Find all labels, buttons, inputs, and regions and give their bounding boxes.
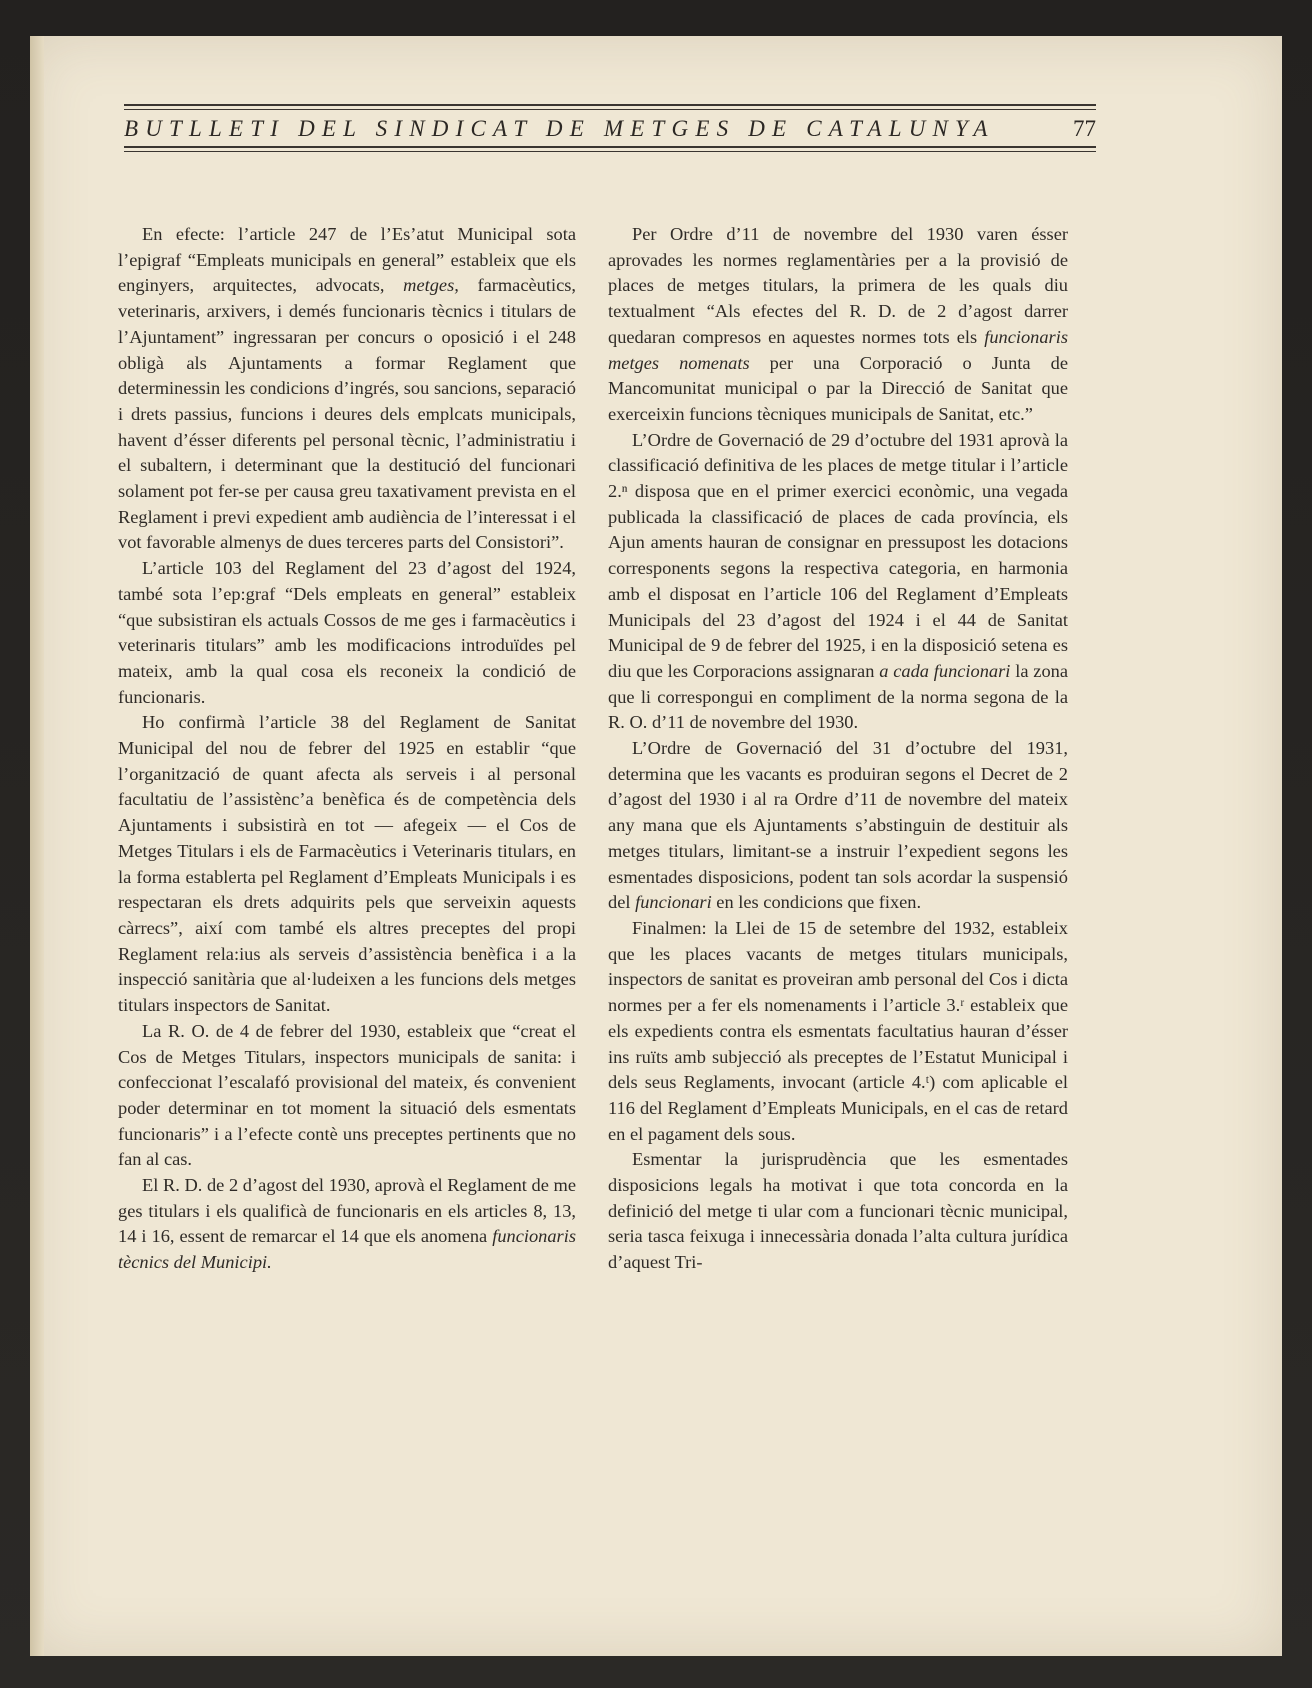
page-gutter [30,36,44,1656]
text-segment: la zona que li correspongui en compliment de la norma segona de la R. O. d’11 de novembre del 1930. [608,660,1069,733]
header-bottom-rule-thin [124,151,1096,152]
italic-text-segment: funcionaris metges nomenats [608,326,1068,373]
paragraph [608,222,1068,428]
text-segment: L’article 103 del Reglament del 23 d’agost del 1924, també sota l’ep:graf “Dels empleats en general” estableix “que subsistiran els actuals Cossos de me ges i farmacèutics i veterinaris titulars” amb les modificacions introduïdes pel mateix, amb la qual cosa els reconeix la condició de funcionaris. [118,558,576,707]
paragraph [608,736,1068,916]
left-text-column [118,222,576,1276]
text-segment: en les condicions que fixen. [711,892,922,913]
paragraph [608,428,1068,736]
italic-text-segment: funcionaris tècnics del Municipi. [118,1226,576,1273]
text-segment: La R. O. de 4 de febrer del 1930, estableix que “creat el Cos de Metges Titulars, inspectors municipals de sanita: i confeccionat l’escalafó provisional del mateix, és convenient poder determinar en tot moment la situació dels esmentats funcionaris” i a l’efecte contè uns preceptes pertinents que no fan al cas. [118,1020,576,1170]
text-segment: per una Corporació o Junta de Mancomunitat municipal o par la Direcció de Sanitat que exerceixin funcions tècniques municipals de Sanitat, etc.” [608,352,1068,424]
paragraph [118,556,576,710]
header-top-rule [124,104,1096,106]
text-segment: En efecte: l’article 247 de l’Es’atut Municipal sota l’epigraf “Empleats municipals en general” estableix que els enginyers, arquitectes, advocats, [118,224,576,296]
right-text-column [608,222,1068,1276]
text-segment: Finalmen: la Llei de 15 de setembre del 1932, estableix que les places vacants de metges titulars municipals, inspectors de sanitat es proveiran amb personal del Cos i dicta normes per a fer els nomenaments i l’article 3.ʳ estableix que els expedients contra els esmentats facultatius hauran d’ésser ins ruïts amb subjecció als preceptes de l’Estatut Municipal i dels seus Reglaments, invocant (article 4.ᵗ) com aplicable el 116 del Reglament d’Empleats Municipals, en el cas de retard en el pagament dels sous. [608,917,1068,1144]
italic-text-segment: a cada funcionari [879,660,1011,681]
text-segment: L’Ordre de Governació de 29 d’octubre del 1931 aprovà la classificació definitiva de les places de metge titular i l’article 2.ⁿ disposa que en el primer exercici econòmic, una vegada publicada la classificació de places de cada província, els Ajun aments hauran de consignar en pressupost les dotacions corresponents segons la respectiva categoria, en harmonia amb el disposat en l’article 106 del Reglament d’Empleats Municipals del 23 d’agost del 1924 i el 44 de Sanitat Municipal de 9 de febrer del 1925, i en la disposició setena es diu que les Corporacions assignaran [608,429,1068,681]
text-segment: Esmentar la jurisprudència que les esmentades disposicions legals ha motivat i que tota concorda en la definició del metge ti ular com a funcionari tècnic municipal, seria tasca feixuga i innecessària donada l’alta cultura jurídica d’aquest Tri- [608,1149,1068,1273]
paragraph [118,710,576,1018]
paragraph [608,916,1068,1147]
text-segment: Ho confirmà l’article 38 del Reglament de Sanitat Municipal del nou de febrer del 1925 en establir “que l’organització de quant afecta als serveis i al personal facultatiu de l’assistènc’a benèfica és de competència dels Ajuntaments i subsistirà en tot — afegeix — el Cos de Metges Titulars i els de Farmacèutics i Veterinaris titulars, en la forma establerta pel Reglament d’Empleats Municipals i es respectaran els drets adquirits pels que serveixin aquests càrrecs”, així com també els altres preceptes del propi Reglament rela:ius als serveis d’assistència benèfica i a la inspecció sanitària que al·ludeixen a les funcions dels metges titulars inspectors de Sanitat. [118,712,576,1016]
paragraph [118,1173,576,1276]
italic-text-segment: funcionari [635,892,712,913]
text-segment: L’Ordre de Governació del 31 d’octubre del 1931, determina que les vacants es produiran segons el Decret de 2 d’agost del 1930 i al ra Ordre d’11 de novembre del mateix any mana que els Ajuntaments s’abstinguin de destituir als metges titulars, limitant-se a instruir l’expedient segons les esmentades disposicions, podent tan sols acordar la suspensió del [608,738,1068,913]
text-segment: Per Ordre d’11 de novembre del 1930 varen ésser aprovades les normes reglamentàries per a la provisió de places de metges titulars, la primera de les quals diu textualment “Als efectes del R. D. de 2 d’agost darrer quedaran compresos en aquestes normes tots els [608,224,1068,347]
header-bottom-rule [124,146,1096,148]
paragraph [608,1147,1068,1276]
header-row [124,110,1096,146]
text-segment: El R. D. de 2 d’agost del 1930, aprovà el Reglament de me ges titulars i els qualificà de funcionaris en els articles 8, 13, 14 i 16, essent de remarcar el 14 que els anomena [118,1175,576,1247]
paragraph [118,1019,576,1173]
text-segment: farmacèutics, veterinaris, arxivers, i demés funcionaris tècnics i titulars de l’Ajuntament” ingressaran per concurs o oposició i el 248 obligà als Ajuntaments a formar Reglament que determinessin les condicions d’ingrés, sou sancions, separació i drets passius, funcions i deures dels emplcats municipals, havent d’ésser diferents pel personal tècnic, l’administratiu i el subaltern, i determinant que la destitució del funcionari solament pot fer-se per causa greu taxativament prevista en el Reglament i previ expedient amb audiència de l’interessat i el vot favorable almenys de dues terceres parts del Consistori”. [118,275,577,553]
page-number: 77 [1073,116,1096,141]
journal-title: BUTLLETI DEL SINDICAT DE METGES DE CATALUNYA [124,116,995,141]
paragraph [118,222,576,556]
italic-text-segment: metges, [403,275,459,296]
running-header [124,104,1096,152]
